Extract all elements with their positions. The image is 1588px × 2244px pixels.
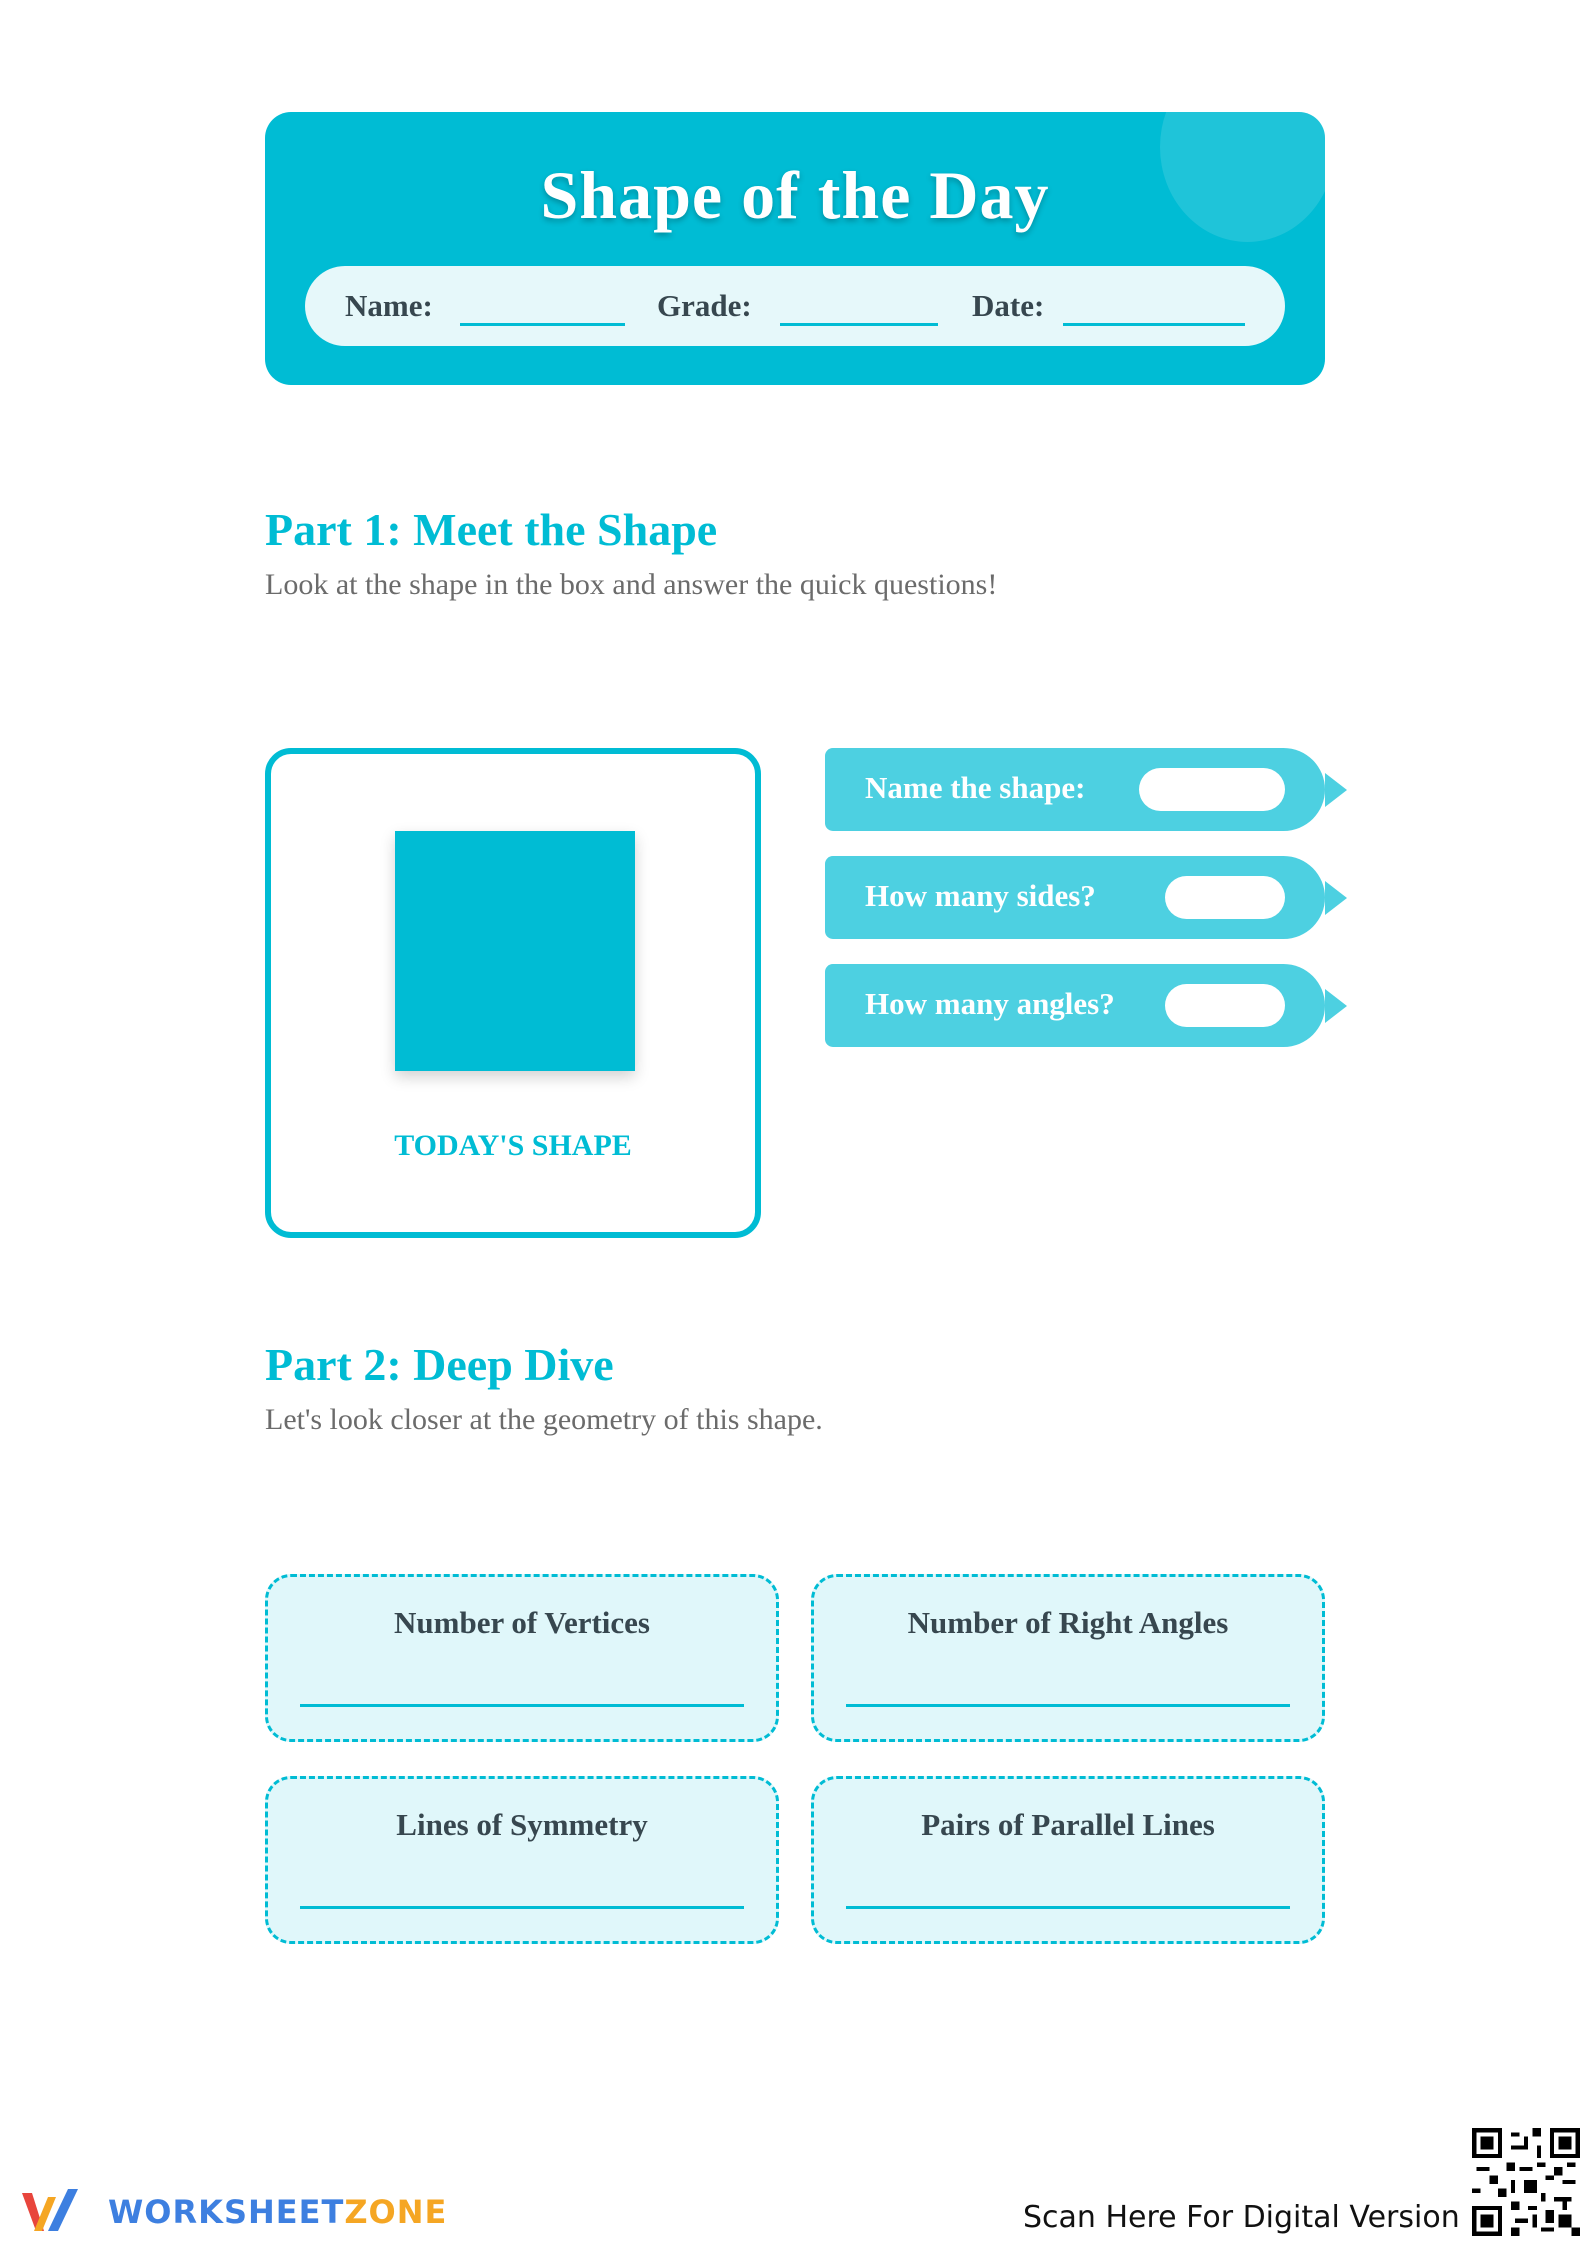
todays-shape-box [265, 748, 761, 1238]
question-label: Name the shape: [865, 770, 1086, 805]
card-right-angles [811, 1574, 1325, 1742]
answer-line-right-angles[interactable] [846, 1704, 1290, 1707]
question-label: How many sides? [865, 878, 1096, 913]
brand-name-part1: WORKSHEET [108, 2193, 345, 2231]
part2-subtitle: Let's look closer at the geometry of this shape. [265, 1403, 823, 1436]
page-title: Shape of the Day [540, 157, 1050, 233]
qr-code-icon[interactable] [1472, 2128, 1580, 2236]
card-title: Lines of Symmetry [396, 1807, 648, 1842]
arrow-icon [1325, 773, 1347, 807]
square-shape [395, 831, 635, 1071]
header-banner [265, 112, 1325, 385]
date-field[interactable] [1063, 323, 1245, 326]
part2-title: Part 2: Deep Dive [265, 1339, 614, 1390]
grade-field[interactable] [780, 323, 938, 326]
worksheetzone-logo-icon [18, 2183, 98, 2239]
name-field[interactable] [460, 323, 625, 326]
question-label: How many angles? [865, 986, 1115, 1021]
part1-subtitle: Look at the shape in the box and answer the quick questions! [265, 568, 998, 601]
answer-input-sides[interactable] [1165, 876, 1285, 919]
answer-input-angles[interactable] [1165, 984, 1285, 1027]
card-vertices [265, 1574, 779, 1742]
answer-input-shape-name[interactable] [1139, 768, 1285, 811]
answer-line-parallel[interactable] [846, 1906, 1290, 1909]
brand-name [108, 2193, 447, 2231]
brand-name-part2: ZONE [344, 2193, 448, 2231]
scan-instruction: Scan Here For Digital Version [1023, 2200, 1460, 2235]
part1-title: Part 1: Meet the Shape [265, 504, 718, 555]
question-name-shape [825, 748, 1325, 831]
card-parallel-lines [811, 1776, 1325, 1944]
student-info-bar [305, 266, 1285, 346]
date-label: Date: [972, 288, 1045, 323]
question-angles [825, 964, 1325, 1047]
card-title: Pairs of Parallel Lines [921, 1807, 1215, 1842]
question-sides [825, 856, 1325, 939]
arrow-icon [1325, 989, 1347, 1023]
todays-shape-label: TODAY'S SHAPE [394, 1129, 632, 1162]
name-label: Name: [345, 288, 433, 323]
card-title: Number of Vertices [394, 1605, 650, 1640]
card-symmetry [265, 1776, 779, 1944]
answer-line-vertices[interactable] [300, 1704, 744, 1707]
card-title: Number of Right Angles [907, 1605, 1229, 1640]
answer-line-symmetry[interactable] [300, 1906, 744, 1909]
arrow-icon [1325, 881, 1347, 915]
grade-label: Grade: [657, 288, 752, 323]
